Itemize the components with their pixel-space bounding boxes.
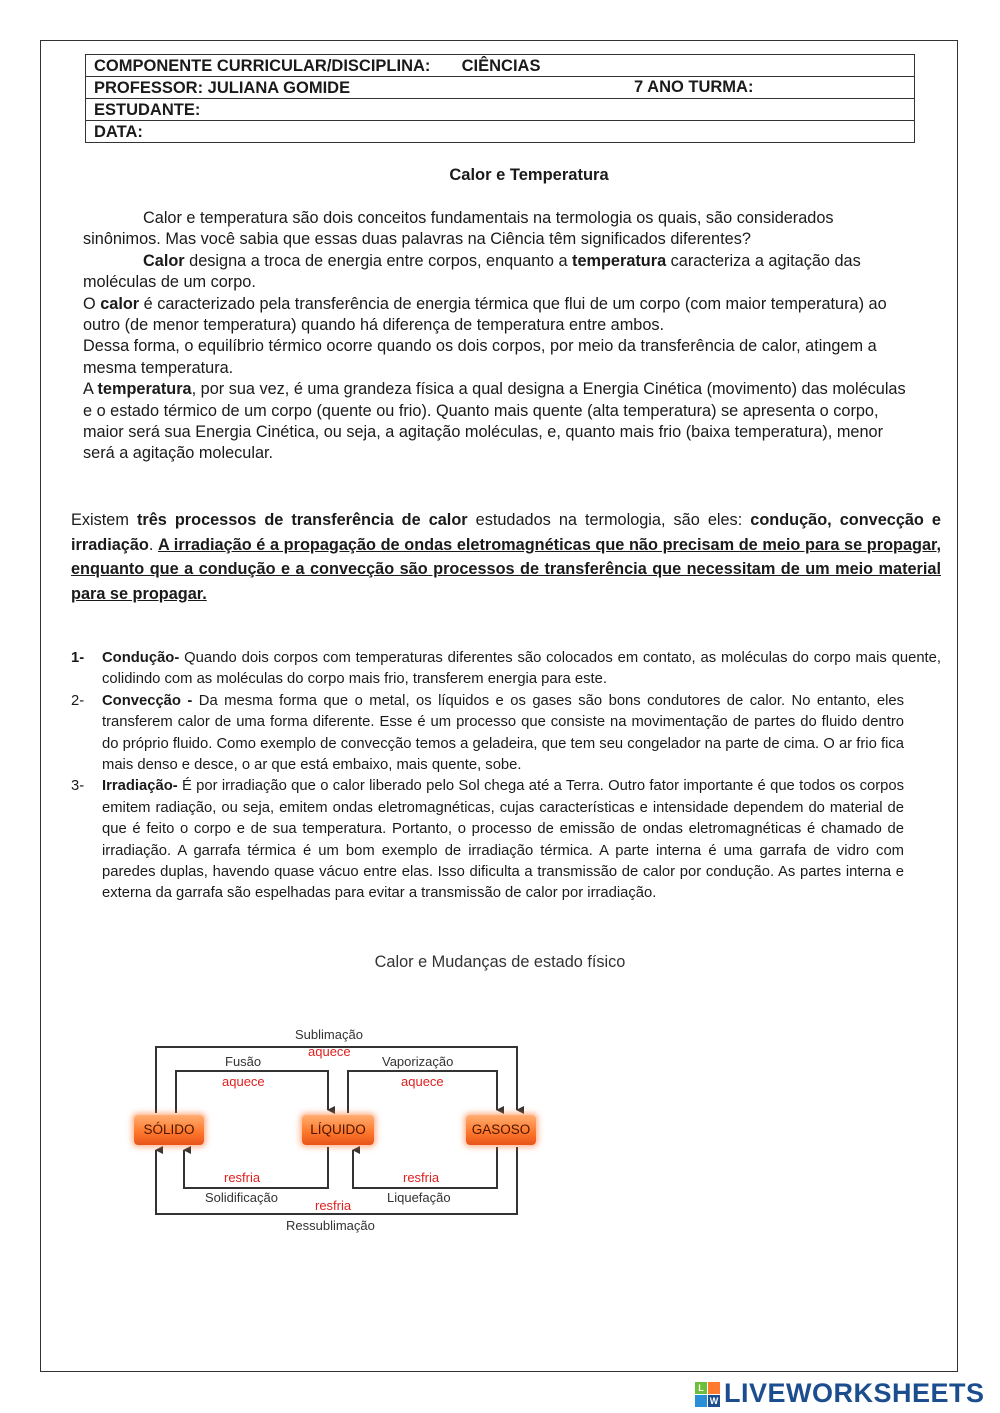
logo-square-orange [708, 1382, 720, 1394]
intro-paragraph-1: Calor e temperatura são dois conceitos fundamentais na termologia os quais, são considerados sinônimos. Mas você sabia que essas duas palavras na Ciência têm significados diferentes? [83, 209, 834, 249]
sublimation-label: Sublimação [295, 1027, 363, 1042]
logo-square-blue [695, 1395, 707, 1407]
processes-dot: . [148, 535, 159, 554]
intro-p3-start: O [83, 294, 101, 313]
term-calor-2: calor [100, 294, 140, 313]
list-item [71, 776, 941, 904]
discipline-label: COMPONENTE CURRICULAR/DISCIPLINA: [94, 56, 431, 75]
term-calor: Calor [143, 251, 185, 270]
student-field: ESTUDANTE: [94, 100, 201, 119]
intro-paragraph-3 [83, 294, 913, 337]
liquefaction-label: Liquefação [387, 1190, 451, 1205]
list-number: 2- [71, 692, 85, 709]
list-item [71, 648, 941, 691]
vaporization-label: Vaporização [382, 1054, 454, 1069]
intro-p2-end: caracteriza a agitação das moléculas de um corpo. [83, 251, 861, 292]
resublimation-label: Ressublimação [286, 1218, 375, 1233]
grade-field: 7 ANO TURMA: [634, 78, 754, 96]
page-title: Calor e Temperatura [449, 166, 609, 184]
list-number: 1- [71, 650, 85, 666]
intro-text [83, 208, 913, 465]
process-list [71, 648, 941, 905]
list-item-text: Quando dois corpos com temperaturas diferentes são colocados em contato, as moléculas do corpo mais quente, colidindo com as moléculas do corpo mais frio, transferem energia para este. [102, 650, 941, 688]
resublimation-cools-label: resfria [315, 1198, 352, 1213]
fusion-heats-label: aquece [222, 1074, 265, 1089]
term-temperatura-2: temperatura [97, 380, 192, 399]
intro-paragraph-5 [83, 379, 913, 465]
brand-name: LIVEWORKSHEETS [724, 1378, 985, 1408]
date-field: DATA: [94, 122, 143, 141]
solidification-label: Solidificação [205, 1190, 278, 1205]
processes-bold-1: três processos de transferência de calor [136, 511, 468, 529]
liquid-state-badge: LÍQUIDO [302, 1115, 374, 1145]
processes-paragraph [71, 508, 941, 606]
fusion-label: Fusão [225, 1054, 262, 1069]
list-item-text: Da mesma forma que o metal, os líquidos e os gases são bons condutores de calor. No entanto, eles transferem calor de uma forma diferente. Esse é um processo que consiste na movimentação de partes do fluido dentro do próprio fluido. Como exemplo de convecção temos a geladeira, que tem seu congelador na parte de cima. O ar frio fica mais denso e desce, o ar que está embaixo, mais quente, sobe. [102, 692, 904, 774]
processes-bold-2: condução, convecção e irradiação [71, 511, 941, 554]
intro-paragraph-4: Dessa forma, o equilíbrio térmico ocorre quando os dois corpos, por meio da transferência de calor, atingem a mesma temperatura. [83, 337, 877, 377]
intro-paragraph-2 [83, 251, 913, 294]
sublimation-heats-label: aquece [308, 1044, 351, 1059]
processes-underlined: A irradiação é a propagação de ondas eletromagnéticas que não precisam de meio para se propagar, enquanto que a condução e a convecção são processos de transferência que necessitam de um meio material para se propagar. [71, 535, 941, 603]
list-item [71, 691, 941, 777]
processes-start: Existem [71, 511, 137, 529]
header-table [85, 54, 915, 143]
logo-letter-l: L [695, 1382, 707, 1394]
list-item-title: Condução- [102, 650, 180, 666]
term-temperatura: temperatura [572, 251, 667, 270]
intro-p5-end: , por sua vez, é uma grandeza física a qual designa a Energia Cinética (movimento) das moléculas e o estado térmico de um corpo (quente ou frio). Quanto mais quente (alta temperatura) se apresenta o corpo, maior será sua Energia Cinética, ou seja, a agitação moléculas, e, quanto mais frio (baixa temperatura), menor será a agitação molecular. [83, 380, 906, 463]
intro-p2-mid: designa a troca de energia entre corpos, enquanto a [184, 251, 573, 270]
intro-p5-start: A [83, 380, 98, 399]
intro-p3-end: é caracterizado pela transferência de energia térmica que flui de um corpo (com maior temperatura) ao outro (de menor temperatura) quando há diferença de temperatura entre ambos. [83, 294, 887, 335]
date-row [86, 121, 915, 143]
gas-state-badge: GASOSO [466, 1115, 536, 1145]
diagram-title: Calor e Mudanças de estado físico [374, 953, 626, 971]
solid-state-badge: SÓLIDO [134, 1115, 204, 1145]
solidification-cools-label: resfria [224, 1170, 261, 1185]
liquefaction-cools-label: resfria [403, 1170, 440, 1185]
professor-field: PROFESSOR: JULIANA GOMIDE [94, 78, 351, 97]
list-number: 3- [71, 778, 85, 795]
list-item-title: Convecção - [102, 692, 193, 709]
logo-icon [695, 1382, 721, 1408]
professor-row [86, 77, 915, 99]
list-item-title: Irradiação- [102, 778, 178, 795]
vaporization-heats-label: aquece [401, 1074, 444, 1089]
state-change-diagram [120, 1020, 560, 1240]
processes-mid: estudados na termologia, são eles: [467, 511, 751, 529]
list-item-text: É por irradiação que o calor liberado pelo Sol chega até a Terra. Outro fator importante é que todos os corpos emitem radiação, ou seja, emitem ondas eletromagnéticas, cujas características e intensidade dependem do material de que é feito o corpo e de sua temperatura. Portanto, o processo de emissão de ondas eletromagnéticas é chamado de irradiação. A garrafa térmica é um bom exemplo de irradiação térmica. A parte interna é uma garrafa de vidro com paredes duplas, havendo quase vácuo entre elas. Isso dificulta a transmissão de calor por condução. As partes interna e externa da garrafa são espelhadas para evitar a transmissão de calor por irradiação. [102, 778, 904, 902]
logo-letter-w: W [709, 1396, 719, 1406]
discipline-value: CIÊNCIAS [461, 56, 541, 75]
student-row [86, 99, 915, 121]
discipline-row [86, 55, 915, 77]
